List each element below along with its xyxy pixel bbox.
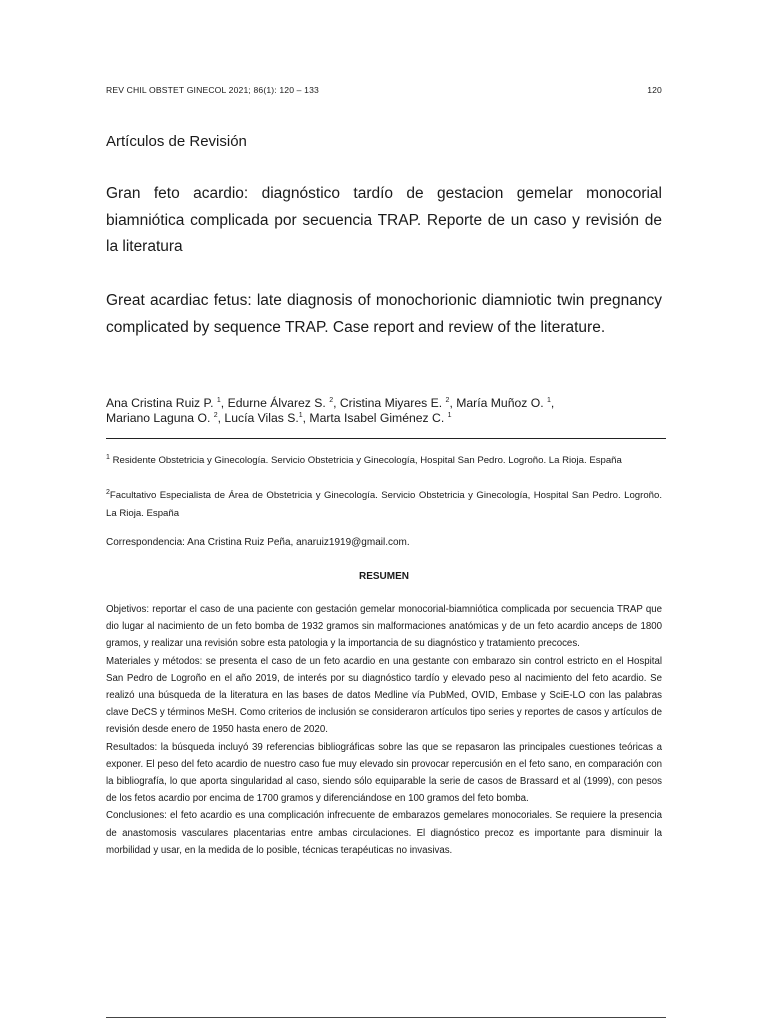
divider-line [106,438,666,439]
author: Edurne Álvarez S. $^2$, [227,396,340,410]
abstract-objectives: Objetivos: reportar el caso de una paciente con gestación gemelar monocorial-biamniótica complicada por secuencia TRAP que dio lugar al nacimiento de un feto bomba de 1932 gramos sin malformaciones anatómicas y de un feto acardio anceps de 1800 gramos, y realizar una revisión sobre esta patologia y la importancia de su diagnóstico y tratamiento precoces. [106,604,662,650]
abstract-results: Resultados: la búsqueda incluyó 39 referencias bibliográficas sobre las que se repasaron las principales cuestiones teóricas a exponer. El peso del feto acardio de nuestro caso fue muy elevado sin provocar repercusión en el feto sano, en comparación con la bibliografía, lo que aporta singularidad al caso, siendo sólo equiparable la serie de casos de Brassard et al (1999), con pesos de los fetos acardio por encima de 1700 gramos y diferenciándose en 100 gramos del feto bomba. [106,741,662,805]
journal-citation: REV CHIL OBSTET GINECOL 2021; 86(1): 120 – 133 [106,85,319,95]
abstract-body [106,601,662,859]
page-number: 120 [647,85,662,95]
author: Lucía Vilas S.$^1$, [224,411,310,425]
author: Ana Cristina Ruiz P. $^1$, [106,396,228,410]
author: Cristina Miyares E. $^2$, [339,396,457,410]
abstract-methods: Materiales y métodos: se presenta el caso de un feto acardio en una gestante con embarazo sin control estricto en el Hospital San Pedro de Logroño en el año 2019, de interés por su diagnóstico tardío y elevado peso al nacimiento del feto acardio. Se realizó una búsqueda de la literatura en las bases de datos Medline vía PubMed, OVID, Embase y SciE-LO con las palabras clave DeCS y términos MeSH. Como criterios de inclusión se consideraron artículos tipo series y reportes de casos y artículos de revisión desde enero de 1950 hasta enero de 2020. [106,655,662,736]
abstract-heading: RESUMEN [358,571,409,582]
abstract-conclusions: Conclusiones: el feto acardio es una complicación infrecuente de embarazos gemelares monocoriales. Se requiere la presencia de anastomosis vasculares placentarias entre ambas circulaciones. El diagnóstico precoz es importante para disminuir la morbilidad y usar, en la medida de lo posible, técnicas terapéuticas no invasivas. [106,810,662,856]
section-label: Artículos de Revisión [106,133,247,150]
footer-divider [106,1017,666,1018]
title-english: Great acardiac fetus: late diagnosis of monochorionic diamniotic twin pregnancy complicated by sequence TRAP. Case report and review of the literature. [106,292,662,336]
running-header [106,85,662,99]
correspondence: Correspondencia: Ana Cristina Ruiz Peña, anaruiz1919@gmail.com. [106,537,410,548]
affiliation: $^2$Facultativo Especialista de Área de Obstetricia y Ginecología. Servicio Obstetricia y Ginecología, Hospital San Pedro. Logroño. La Rioja. España [106,488,662,519]
author-list [106,396,662,426]
author: María Muñoz O. $^1$, [456,396,555,410]
author: Mariano Laguna O. $^2$, [106,411,225,425]
affiliation: $^1$ Residente Obstetricia y Ginecología. Servicio Obstetricia y Ginecología, Hospital San Pedro. Logroño. La Rioja. España [106,453,622,466]
title-spanish: Gran feto acardio: diagnóstico tardío de gestacion gemelar monocorial biamniótica complicada por secuencia TRAP. Reporte de un caso y revisión de la literatura [106,185,662,255]
author: Marta Isabel Giménez C. $^1$ [309,411,452,425]
